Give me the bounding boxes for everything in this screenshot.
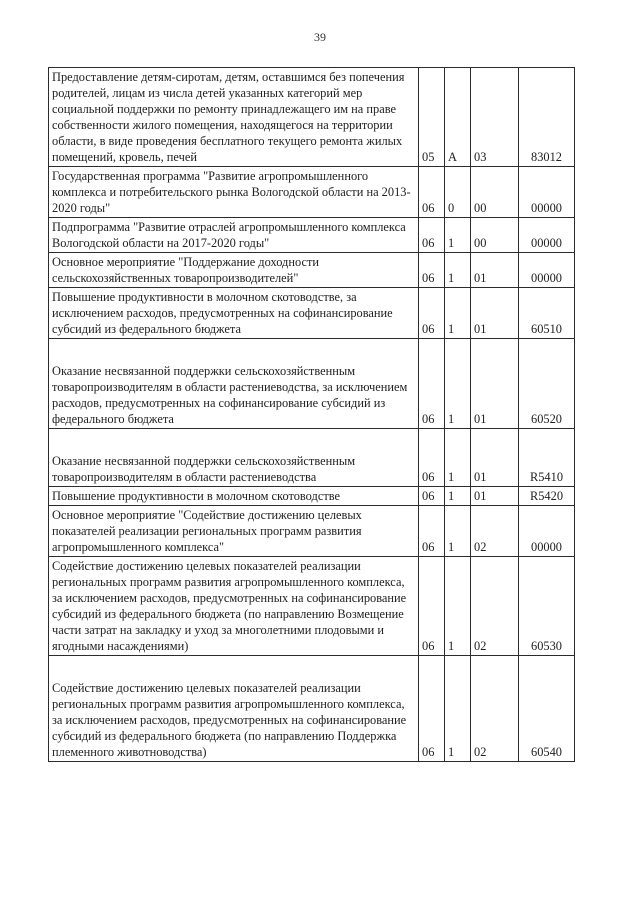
target-code: R5410 [519,429,575,487]
expense-name: Повышение продуктивности в молочном скотоводстве, за исключением расходов, предусмотренных на софинансирование субсидий из федерального бюджета [49,288,419,339]
program-code: 1 [445,656,471,762]
table-row [49,167,575,218]
section-code: 05 [419,68,445,167]
subsection-code: 02 [471,656,519,762]
subsection-code: 01 [471,339,519,429]
budget-classification-table [48,67,575,762]
program-code: 1 [445,506,471,557]
subsection-code: 01 [471,253,519,288]
expense-name: Оказание несвязанной поддержки сельскохозяйственным товаропроизводителям в области растениеводства, за исключением расходов, предусмотренных на софинансирование субсидий из федерального бюджета [49,339,419,429]
expense-name: Повышение продуктивности в молочном скотоводстве [49,487,419,506]
program-code: 1 [445,429,471,487]
expense-name: Основное мероприятие "Поддержание доходности сельскохозяйственных товаропроизводителей" [49,253,419,288]
target-code: R5420 [519,487,575,506]
expense-name: Содействие достижению целевых показателей реализации региональных программ развития агропромышленного комплекса, за исключением расходов, предусмотренных на софинансирование субсидий из федерального бюджета (по направлению Возмещение части затрат на закладку и уход за многолетними плодовыми и ягодными насаждениями) [49,557,419,656]
target-code: 60540 [519,656,575,762]
subsection-code: 01 [471,487,519,506]
program-code: 0 [445,167,471,218]
subsection-code: 00 [471,167,519,218]
target-code: 00000 [519,167,575,218]
section-code: 06 [419,253,445,288]
table-row [49,557,575,656]
section-code: 06 [419,218,445,253]
table-row [49,288,575,339]
subsection-code: 03 [471,68,519,167]
section-code: 06 [419,557,445,656]
table-row [49,506,575,557]
page-number: 39 [314,30,326,44]
section-code: 06 [419,506,445,557]
subsection-code: 00 [471,218,519,253]
table-row [49,656,575,762]
subsection-code: 02 [471,557,519,656]
subsection-code: 01 [471,429,519,487]
expense-name: Подпрограмма "Развитие отраслей агропромышленного комплекса Вологодской области на 2017-2020 годы" [49,218,419,253]
table-row [49,429,575,487]
section-code: 06 [419,167,445,218]
section-code: 06 [419,288,445,339]
program-code: 1 [445,487,471,506]
expense-name: Предоставление детям-сиротам, детям, оставшимся без попечения родителей, лицам из числа детей указанных категорий мер социальной поддержки по ремонту принадлежащего им на праве собственности жилого помещения, находящегося на территории области, в виде проведения бесплатного текущего ремонта жилых помещений, кровель, печей [49,68,419,167]
program-code: 1 [445,218,471,253]
program-code: 1 [445,288,471,339]
target-code: 00000 [519,506,575,557]
table-row [49,339,575,429]
section-code: 06 [419,656,445,762]
section-code: 06 [419,487,445,506]
section-code: 06 [419,429,445,487]
table-row [49,253,575,288]
target-code: 83012 [519,68,575,167]
program-code: 1 [445,253,471,288]
table-row [49,218,575,253]
section-code: 06 [419,339,445,429]
expense-name: Оказание несвязанной поддержки сельскохозяйственным товаропроизводителям в области растениеводства [49,429,419,487]
expense-name: Основное мероприятие "Содействие достижению целевых показателей реализации региональных программ развития агропромышленного комплекса" [49,506,419,557]
target-code: 00000 [519,218,575,253]
target-code: 60510 [519,288,575,339]
target-code: 60530 [519,557,575,656]
subsection-code: 01 [471,288,519,339]
target-code: 60520 [519,339,575,429]
program-code: 1 [445,339,471,429]
table-row [49,68,575,167]
expense-name: Содействие достижению целевых показателей реализации региональных программ развития агропромышленного комплекса, за исключением расходов, предусмотренных на софинансирование субсидий из федерального бюджета (по направлению Поддержка племенного животноводства) [49,656,419,762]
target-code: 00000 [519,253,575,288]
program-code: 1 [445,557,471,656]
table-row [49,487,575,506]
expense-name: Государственная программа "Развитие агропромышленного комплекса и потребительского рынка Вологодской области на 2013-2020 годы" [49,167,419,218]
subsection-code: 02 [471,506,519,557]
program-code: А [445,68,471,167]
